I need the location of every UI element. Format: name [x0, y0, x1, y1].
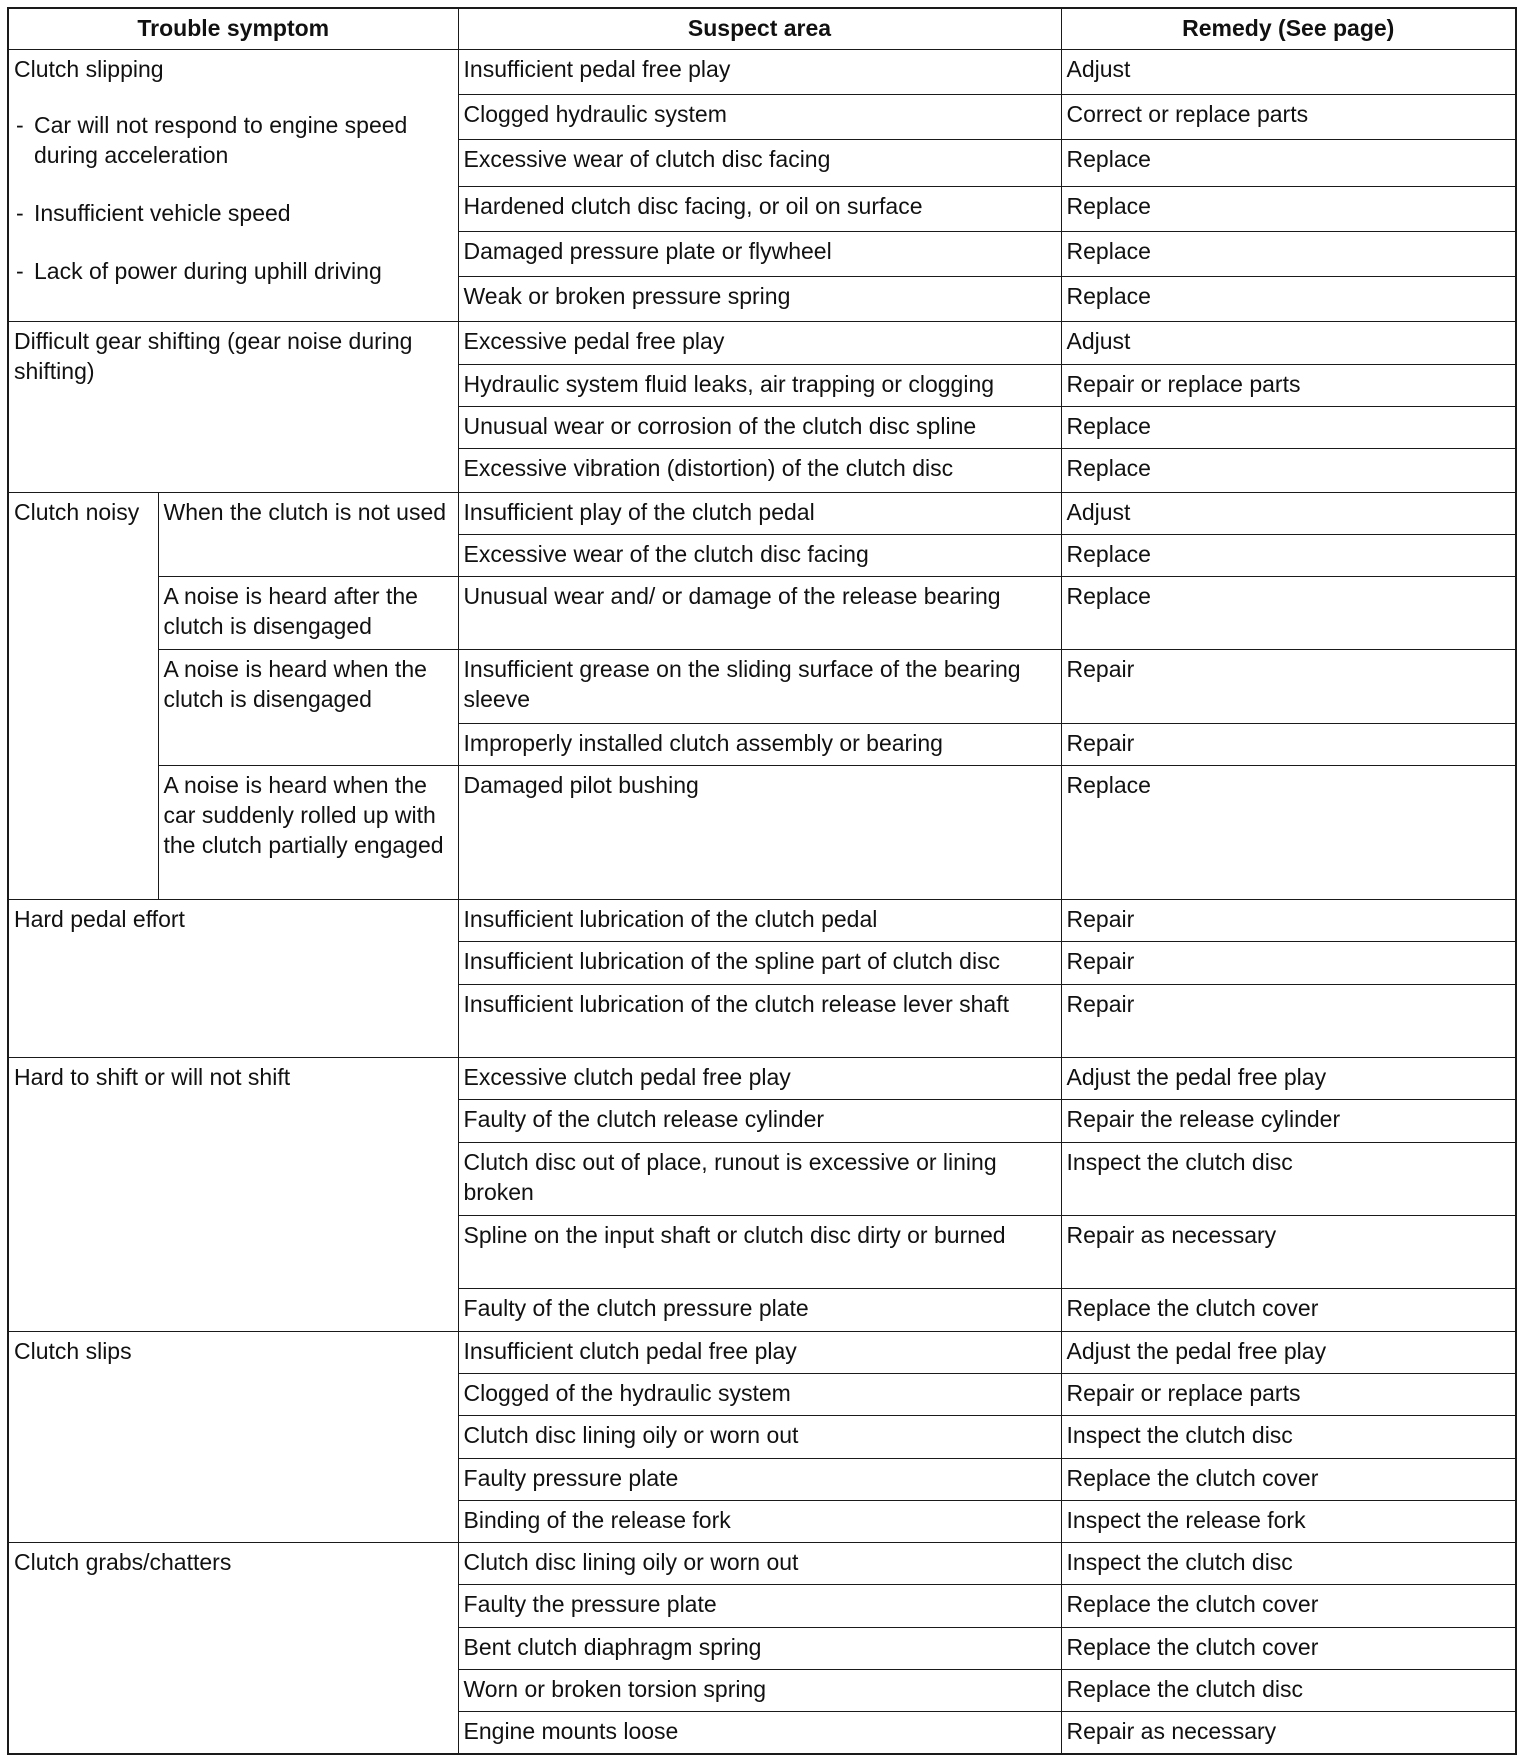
remedy-cell: Repair or replace parts: [1061, 364, 1516, 406]
table-row: [8, 1058, 1516, 1100]
remedy-cell: Replace the clutch cover: [1061, 1458, 1516, 1500]
sub-symptom-item: - Car will not respond to engine speed during acceleration: [16, 111, 408, 168]
table-row: [8, 1543, 1516, 1585]
remedy-cell: Replace: [1061, 231, 1516, 276]
symptom-cell: Clutch slips: [8, 1331, 458, 1542]
table-row: [8, 492, 1516, 534]
remedy-cell: Replace the clutch cover: [1061, 1585, 1516, 1627]
table-row: [8, 577, 1516, 650]
remedy-cell: Repair: [1061, 942, 1516, 984]
table-row: [8, 766, 1516, 900]
remedy-cell: Replace: [1061, 406, 1516, 448]
suspect-cell: Faulty of the clutch pressure plate: [458, 1289, 1061, 1331]
sub-symptom-list: [14, 110, 453, 286]
suspect-cell: Excessive wear of clutch disc facing: [458, 140, 1061, 186]
suspect-cell: Weak or broken pressure spring: [458, 277, 1061, 322]
suspect-cell: Insufficient clutch pedal free play: [458, 1331, 1061, 1373]
symptom-cell: Clutch noisy: [8, 492, 158, 900]
remedy-cell: Correct or replace parts: [1061, 95, 1516, 140]
remedy-cell: Replace the clutch cover: [1061, 1627, 1516, 1669]
remedy-cell: Replace: [1061, 577, 1516, 650]
remedy-cell: Repair or replace parts: [1061, 1373, 1516, 1415]
remedy-cell: Repair: [1061, 900, 1516, 942]
suspect-cell: Insufficient lubrication of the clutch pedal: [458, 900, 1061, 942]
suspect-cell: Bent clutch diaphragm spring: [458, 1627, 1061, 1669]
remedy-cell: Repair: [1061, 984, 1516, 1057]
table-row: [8, 49, 1516, 94]
remedy-cell: Replace the clutch disc: [1061, 1669, 1516, 1711]
table-row: [8, 900, 1516, 942]
suspect-cell: Excessive vibration (distortion) of the clutch disc: [458, 449, 1061, 492]
remedy-cell: Adjust: [1061, 49, 1516, 94]
remedy-cell: Adjust: [1061, 322, 1516, 364]
suspect-cell: Hydraulic system fluid leaks, air trapping or clogging: [458, 364, 1061, 406]
symptom-cell: Clutch grabs/chatters: [8, 1543, 458, 1754]
remedy-cell: Inspect the release fork: [1061, 1500, 1516, 1542]
suspect-cell: Spline on the input shaft or clutch disc dirty or burned: [458, 1216, 1061, 1289]
symptom-cell: Hard to shift or will not shift: [8, 1058, 458, 1332]
troubleshooting-table: [7, 7, 1517, 1755]
suspect-cell: Insufficient play of the clutch pedal: [458, 492, 1061, 534]
condition-cell: When the clutch is not used: [158, 492, 458, 577]
remedy-cell: Replace: [1061, 766, 1516, 900]
suspect-cell: Binding of the release fork: [458, 1500, 1061, 1542]
header-suspect-area: Suspect area: [458, 8, 1061, 49]
suspect-cell: Engine mounts loose: [458, 1712, 1061, 1754]
table-row: [8, 650, 1516, 723]
suspect-cell: Improperly installed clutch assembly or bearing: [458, 723, 1061, 765]
remedy-cell: Repair the release cylinder: [1061, 1100, 1516, 1142]
header-trouble-symptom: Trouble symptom: [8, 8, 458, 49]
symptom-label: Clutch slipping: [14, 55, 164, 82]
suspect-cell: Clogged of the hydraulic system: [458, 1373, 1061, 1415]
remedy-cell: Repair: [1061, 650, 1516, 723]
sub-symptom-item: - Lack of power during uphill driving: [16, 257, 382, 284]
suspect-cell: Unusual wear or corrosion of the clutch disc spline: [458, 406, 1061, 448]
remedy-cell: Adjust: [1061, 492, 1516, 534]
condition-cell: A noise is heard when the clutch is disengaged: [158, 650, 458, 766]
suspect-cell: Clutch disc out of place, runout is excessive or lining broken: [458, 1142, 1061, 1215]
suspect-cell: Hardened clutch disc facing, or oil on surface: [458, 186, 1061, 231]
symptom-cell: Hard pedal effort: [8, 900, 458, 1058]
remedy-cell: Adjust the pedal free play: [1061, 1058, 1516, 1100]
suspect-cell: Clutch disc lining oily or worn out: [458, 1543, 1061, 1585]
remedy-cell: Repair: [1061, 723, 1516, 765]
remedy-cell: Replace: [1061, 449, 1516, 492]
remedy-cell: Inspect the clutch disc: [1061, 1142, 1516, 1215]
suspect-cell: Insufficient lubrication of the clutch release lever shaft: [458, 984, 1061, 1057]
remedy-cell: Replace: [1061, 140, 1516, 186]
table-row: [8, 1331, 1516, 1373]
suspect-cell: Excessive pedal free play: [458, 322, 1061, 364]
suspect-cell: Clutch disc lining oily or worn out: [458, 1416, 1061, 1458]
suspect-cell: Faulty of the clutch release cylinder: [458, 1100, 1061, 1142]
condition-cell: A noise is heard after the clutch is disengaged: [158, 577, 458, 650]
remedy-cell: Repair as necessary: [1061, 1712, 1516, 1754]
sub-symptom-item: - Insufficient vehicle speed: [16, 199, 291, 226]
troubleshooting-table-container: [7, 7, 1515, 1755]
suspect-cell: Excessive wear of the clutch disc facing: [458, 534, 1061, 576]
table-row: [8, 322, 1516, 364]
remedy-cell: Adjust the pedal free play: [1061, 1331, 1516, 1373]
symptom-cell: Difficult gear shifting (gear noise during shifting): [8, 322, 458, 492]
suspect-cell: Insufficient pedal free play: [458, 49, 1061, 94]
suspect-cell: Worn or broken torsion spring: [458, 1669, 1061, 1711]
suspect-cell: Unusual wear and/ or damage of the release bearing: [458, 577, 1061, 650]
condition-cell: A noise is heard when the car suddenly rolled up with the clutch partially engaged: [158, 766, 458, 900]
header-remedy: Remedy (See page): [1061, 8, 1516, 49]
header-row: [8, 8, 1516, 49]
suspect-cell: Damaged pressure plate or flywheel: [458, 231, 1061, 276]
suspect-cell: Faulty the pressure plate: [458, 1585, 1061, 1627]
symptom-cell: [8, 49, 458, 322]
suspect-cell: Insufficient lubrication of the spline part of clutch disc: [458, 942, 1061, 984]
remedy-cell: Repair as necessary: [1061, 1216, 1516, 1289]
remedy-cell: Inspect the clutch disc: [1061, 1416, 1516, 1458]
remedy-cell: Replace: [1061, 277, 1516, 322]
remedy-cell: Replace: [1061, 534, 1516, 576]
remedy-cell: Replace: [1061, 186, 1516, 231]
suspect-cell: Clogged hydraulic system: [458, 95, 1061, 140]
suspect-cell: Faulty pressure plate: [458, 1458, 1061, 1500]
suspect-cell: Insufficient grease on the sliding surface of the bearing sleeve: [458, 650, 1061, 723]
remedy-cell: Replace the clutch cover: [1061, 1289, 1516, 1331]
suspect-cell: Excessive clutch pedal free play: [458, 1058, 1061, 1100]
suspect-cell: Damaged pilot bushing: [458, 766, 1061, 900]
remedy-cell: Inspect the clutch disc: [1061, 1543, 1516, 1585]
